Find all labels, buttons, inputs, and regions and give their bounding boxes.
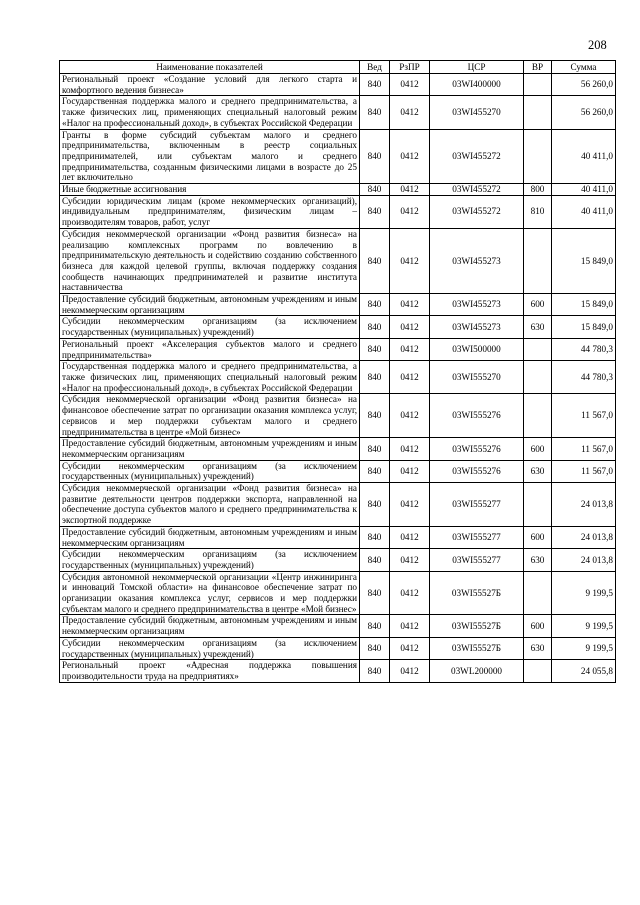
cell-name: Региональный проект «Адресная поддержка повышения производительности труда на предприятиях» [60, 660, 360, 682]
cell-ved: 840 [360, 460, 390, 482]
cell-csr: 03WI455272 [430, 129, 524, 184]
cell-csr: 03WI555276 [430, 438, 524, 460]
cell-name: Государственная поддержка малого и среднего предпринимательства, а также физических лиц, применяющих специальный налоговый режим «Налог на профессиональный доход», в субъектах Российской Федерации [60, 361, 360, 394]
cell-sum: 9 199,5 [552, 615, 616, 637]
cell-name: Субсидия некоммерческой организации «Фонд развития бизнеса» на развитие деятельности центров поддержки экспорта, направленной на обеспечение доступа субъектов малого и среднего предпринимательства к экспортной поддержке [60, 483, 360, 527]
cell-rzpr: 0412 [390, 526, 430, 548]
cell-ved: 840 [360, 294, 390, 316]
column-header-rzpr: РзПР [390, 61, 430, 74]
cell-sum: 56 260,0 [552, 74, 616, 96]
cell-name: Субсидия автономной некоммерческой организации «Центр инжиниринга и инноваций Томской области» на финансовое обеспечение затрат по организации оказания комплекса услуг, сервисов и мер поддержки субъектам малого и среднего предпринимательства в центре «Мой бизнес» [60, 571, 360, 615]
cell-rzpr: 0412 [390, 438, 430, 460]
cell-ved: 840 [360, 394, 390, 438]
cell-ved: 840 [360, 571, 390, 615]
cell-csr: 03WI555270 [430, 361, 524, 394]
table-row [60, 483, 616, 527]
cell-name: Гранты в форме субсидий субъектам малого и среднего предпринимательства, включенным в реестр социальных предпринимателей, или субъектам малого и среднего предпринимательства, созданным физическими лицами в возрасте до 25 лет включительно [60, 129, 360, 184]
cell-csr: 03WI555276 [430, 394, 524, 438]
cell-rzpr: 0412 [390, 549, 430, 571]
table-row [60, 338, 616, 360]
cell-csr: 03WI55527Б [430, 615, 524, 637]
cell-rzpr: 0412 [390, 460, 430, 482]
cell-csr: 03WI455272 [430, 195, 524, 228]
cell-name: Субсидия некоммерческой организации «Фонд развития бизнеса» на финансовое обеспечение затрат по организации оказания комплекса услуг, сервисов и мер поддержки субъектам малого и среднего предпринимательства в центре «Мой бизнес» [60, 394, 360, 438]
cell-rzpr: 0412 [390, 615, 430, 637]
cell-name: Государственная поддержка малого и среднего предпринимательства, а также физических лиц, применяющих специальный налоговый режим «Налог на профессиональный доход», в субъектах Российской Федерации [60, 96, 360, 129]
cell-csr: 03WI455270 [430, 96, 524, 129]
cell-vr [524, 228, 552, 293]
cell-csr: 03WI55527Б [430, 571, 524, 615]
table-row [60, 460, 616, 482]
cell-sum: 15 849,0 [552, 294, 616, 316]
cell-vr [524, 394, 552, 438]
cell-vr [524, 129, 552, 184]
cell-vr: 600 [524, 294, 552, 316]
table-row [60, 361, 616, 394]
cell-rzpr: 0412 [390, 195, 430, 228]
cell-ved: 840 [360, 316, 390, 338]
cell-ved: 840 [360, 660, 390, 682]
column-header-sum: Сумма [552, 61, 616, 74]
budget-table [59, 60, 616, 683]
cell-name: Региональный проект «Акселерация субъектов малого и среднего предпринимательства» [60, 338, 360, 360]
table-row [60, 637, 616, 659]
table-row [60, 571, 616, 615]
cell-vr: 800 [524, 184, 552, 196]
cell-vr: 630 [524, 460, 552, 482]
cell-rzpr: 0412 [390, 316, 430, 338]
cell-vr [524, 361, 552, 394]
cell-sum: 11 567,0 [552, 394, 616, 438]
cell-name: Предоставление субсидий бюджетным, автономным учреждениям и иным некоммерческим организациям [60, 294, 360, 316]
cell-vr: 810 [524, 195, 552, 228]
page-number: 208 [588, 38, 607, 52]
cell-vr: 630 [524, 316, 552, 338]
cell-rzpr: 0412 [390, 660, 430, 682]
table-row [60, 228, 616, 293]
column-header-csr: ЦСР [430, 61, 524, 74]
cell-name: Региональный проект «Создание условий для легкого старта и комфортного ведения бизнеса» [60, 74, 360, 96]
cell-sum: 11 567,0 [552, 460, 616, 482]
cell-ved: 840 [360, 184, 390, 196]
cell-sum: 9 199,5 [552, 571, 616, 615]
cell-vr: 600 [524, 615, 552, 637]
table-header-row [60, 61, 616, 74]
cell-name: Субсидии некоммерческим организациям (за исключением государственных (муниципальных) учреждений) [60, 460, 360, 482]
table-row [60, 316, 616, 338]
cell-name: Субсидия некоммерческой организации «Фонд развития бизнеса» на реализацию комплексных программ по вовлечению в предпринимательскую деятельность и содействию созданию собственного бизнеса для каждой целевой группы, включая поддержку создания сообществ начинающих предпринимателей и развитие института наставничества [60, 228, 360, 293]
table-row [60, 438, 616, 460]
table-row [60, 74, 616, 96]
cell-sum: 44 780,3 [552, 361, 616, 394]
cell-sum: 40 411,0 [552, 195, 616, 228]
cell-ved: 840 [360, 129, 390, 184]
cell-ved: 840 [360, 361, 390, 394]
cell-vr: 600 [524, 526, 552, 548]
cell-csr: 03WI455273 [430, 294, 524, 316]
cell-sum: 24 013,8 [552, 549, 616, 571]
column-header-vr: ВР [524, 61, 552, 74]
cell-sum: 40 411,0 [552, 129, 616, 184]
cell-name: Предоставление субсидий бюджетным, автономным учреждениям и иным некоммерческим организациям [60, 615, 360, 637]
table-row [60, 526, 616, 548]
cell-csr: 03WL200000 [430, 660, 524, 682]
cell-vr [524, 96, 552, 129]
cell-ved: 840 [360, 74, 390, 96]
cell-name: Субсидии юридическим лицам (кроме некоммерческих организаций), индивидуальным предпринимателям, физическим лицам – производителям товаров, работ, услуг [60, 195, 360, 228]
cell-sum: 24 013,8 [552, 526, 616, 548]
cell-ved: 840 [360, 549, 390, 571]
column-header-name: Наименование показателей [60, 61, 360, 74]
cell-sum: 44 780,3 [552, 338, 616, 360]
cell-csr: 03WI400000 [430, 74, 524, 96]
table-row [60, 294, 616, 316]
cell-rzpr: 0412 [390, 228, 430, 293]
cell-rzpr: 0412 [390, 571, 430, 615]
cell-vr [524, 660, 552, 682]
table-row [60, 660, 616, 682]
cell-rzpr: 0412 [390, 483, 430, 527]
cell-ved: 840 [360, 338, 390, 360]
cell-name: Иные бюджетные ассигнования [60, 184, 360, 196]
cell-rzpr: 0412 [390, 294, 430, 316]
cell-csr: 03WI555277 [430, 549, 524, 571]
cell-sum: 24 013,8 [552, 483, 616, 527]
cell-rzpr: 0412 [390, 74, 430, 96]
cell-sum: 56 260,0 [552, 96, 616, 129]
table-row [60, 129, 616, 184]
cell-csr: 03WI555277 [430, 483, 524, 527]
cell-vr [524, 74, 552, 96]
cell-name: Предоставление субсидий бюджетным, автономным учреждениям и иным некоммерческим организациям [60, 526, 360, 548]
table-row [60, 549, 616, 571]
cell-csr: 03WI555276 [430, 460, 524, 482]
cell-csr: 03WI455273 [430, 228, 524, 293]
cell-vr: 600 [524, 438, 552, 460]
cell-rzpr: 0412 [390, 394, 430, 438]
cell-name: Предоставление субсидий бюджетным, автономным учреждениям и иным некоммерческим организациям [60, 438, 360, 460]
cell-sum: 9 199,5 [552, 637, 616, 659]
cell-vr: 630 [524, 637, 552, 659]
cell-rzpr: 0412 [390, 184, 430, 196]
cell-vr [524, 483, 552, 527]
cell-ved: 840 [360, 228, 390, 293]
cell-ved: 840 [360, 438, 390, 460]
table-row [60, 615, 616, 637]
cell-name: Субсидии некоммерческим организациям (за исключением государственных (муниципальных) учреждений) [60, 637, 360, 659]
cell-sum: 24 055,8 [552, 660, 616, 682]
cell-ved: 840 [360, 483, 390, 527]
table-row [60, 184, 616, 196]
table-row [60, 96, 616, 129]
table-row [60, 394, 616, 438]
cell-ved: 840 [360, 526, 390, 548]
cell-rzpr: 0412 [390, 129, 430, 184]
cell-vr [524, 338, 552, 360]
cell-ved: 840 [360, 195, 390, 228]
cell-ved: 840 [360, 96, 390, 129]
cell-rzpr: 0412 [390, 338, 430, 360]
cell-rzpr: 0412 [390, 361, 430, 394]
cell-csr: 03WI455272 [430, 184, 524, 196]
table-row [60, 195, 616, 228]
cell-csr: 03WI500000 [430, 338, 524, 360]
cell-csr: 03WI55527Б [430, 637, 524, 659]
cell-csr: 03WI555277 [430, 526, 524, 548]
cell-ved: 840 [360, 615, 390, 637]
cell-rzpr: 0412 [390, 96, 430, 129]
cell-name: Субсидии некоммерческим организациям (за исключением государственных (муниципальных) учреждений) [60, 316, 360, 338]
cell-sum: 15 849,0 [552, 228, 616, 293]
cell-sum: 11 567,0 [552, 438, 616, 460]
cell-vr [524, 571, 552, 615]
cell-sum: 40 411,0 [552, 184, 616, 196]
cell-csr: 03WI455273 [430, 316, 524, 338]
cell-name: Субсидии некоммерческим организациям (за исключением государственных (муниципальных) учреждений) [60, 549, 360, 571]
column-header-ved: Вед [360, 61, 390, 74]
cell-ved: 840 [360, 637, 390, 659]
cell-rzpr: 0412 [390, 637, 430, 659]
cell-vr: 630 [524, 549, 552, 571]
cell-sum: 15 849,0 [552, 316, 616, 338]
